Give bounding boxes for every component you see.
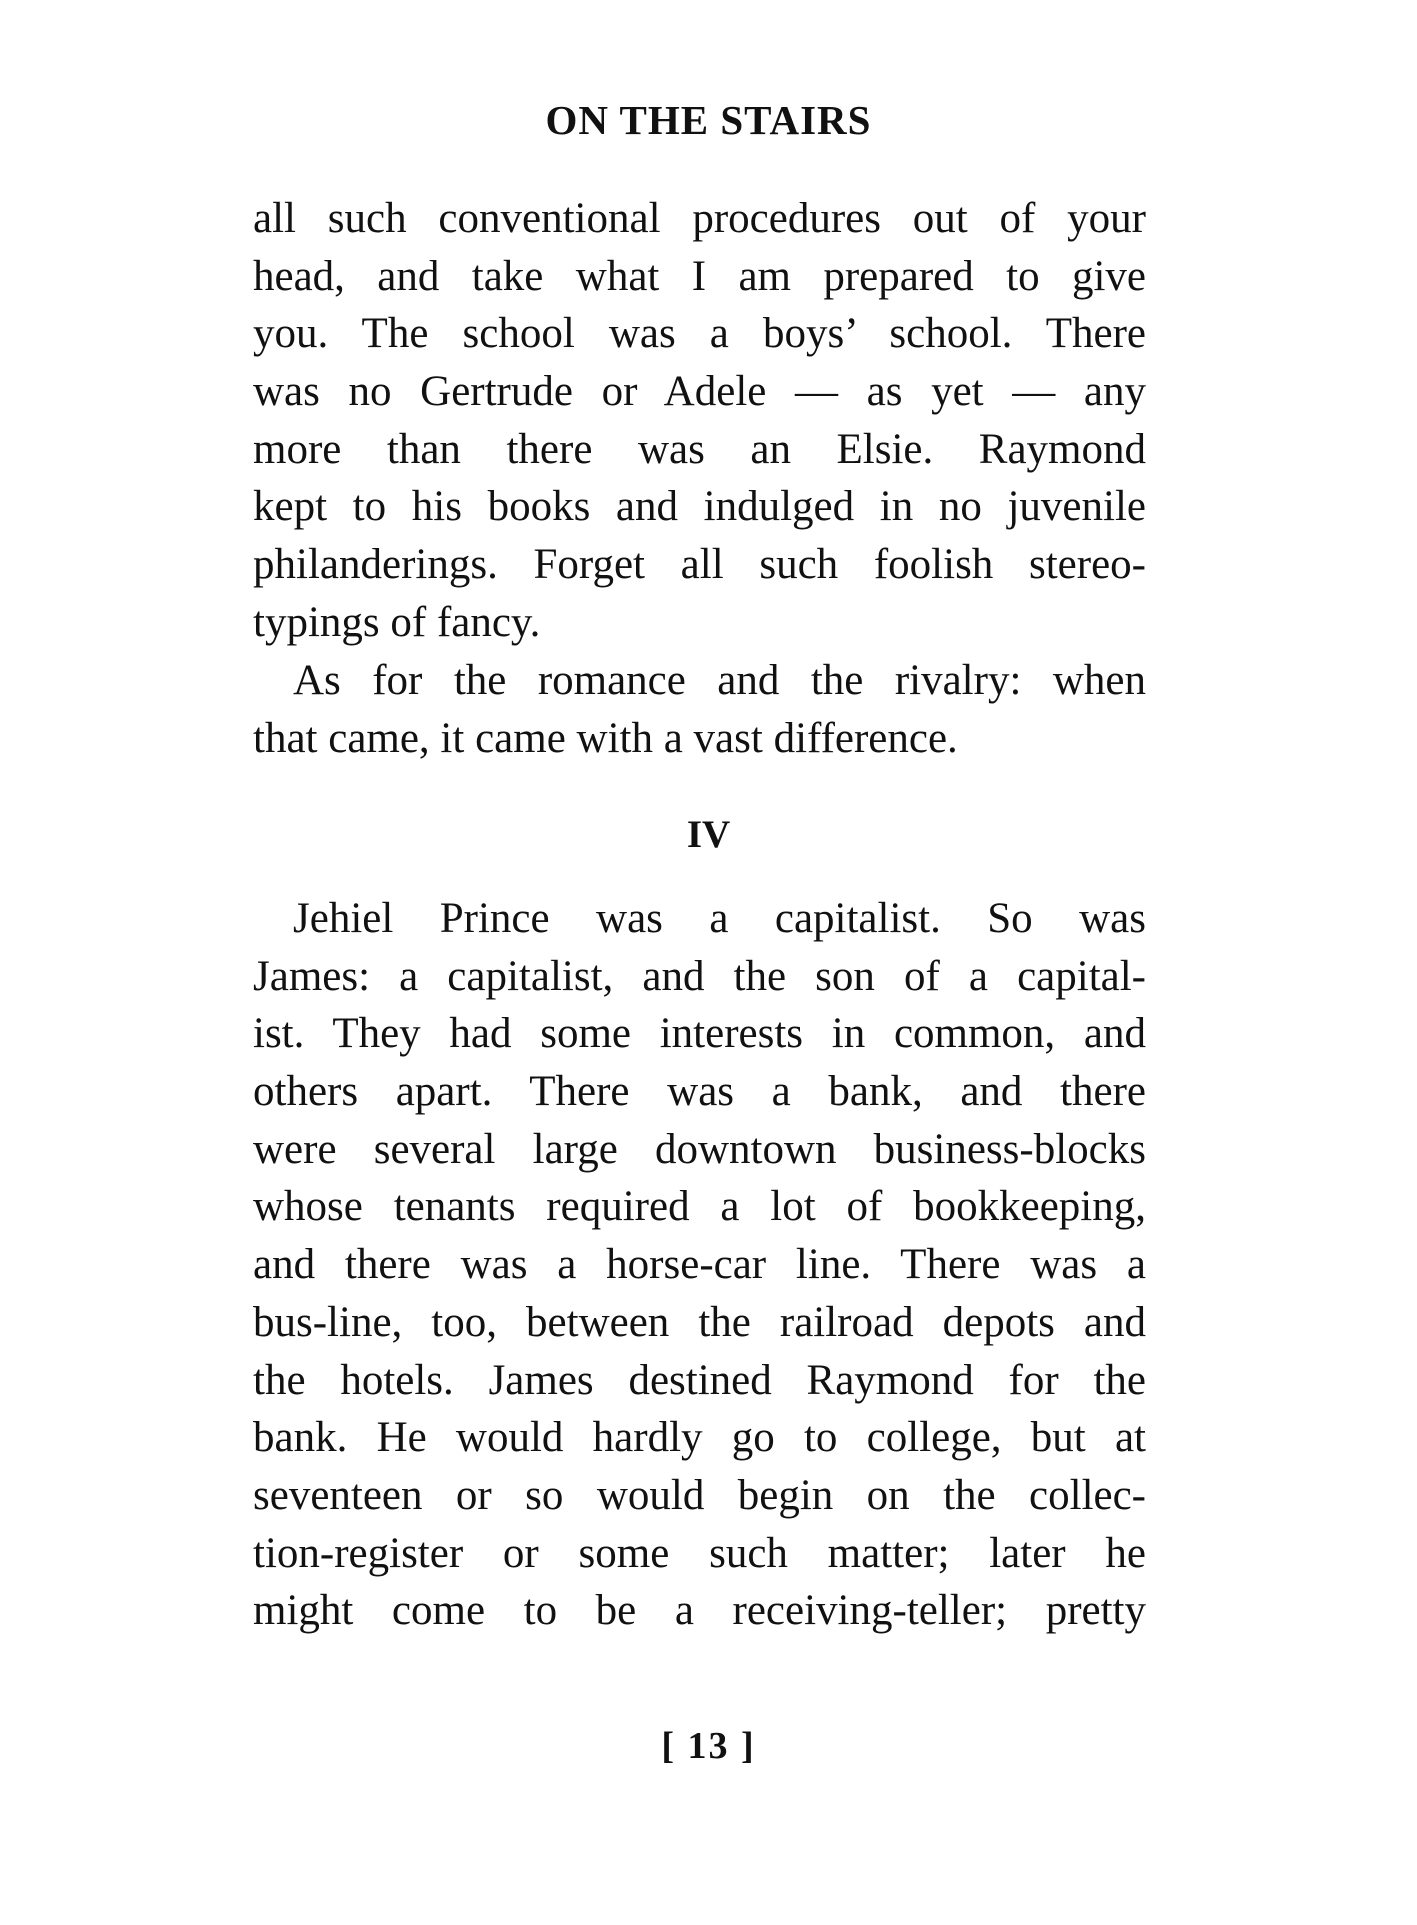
page-number: [ 13 ] [661, 1725, 756, 1767]
text-line: all such conventional procedures out of your [253, 195, 1146, 242]
text-line: whose tenants required a lot of bookkeeping, [253, 1183, 1146, 1231]
text-line: that came, it came with a vast difference. [253, 714, 958, 762]
text-line: you. The school was a boys’ school. There [253, 310, 1146, 358]
text-line: was no Gertrude or Adele — as yet — any [253, 368, 1146, 416]
text-line: bank. He would hardly go to college, but at [253, 1414, 1146, 1462]
text-line: and there was a horse-car line. There was a [253, 1241, 1146, 1289]
text-line: tion-register or some such matter; later he [253, 1529, 1146, 1577]
text-line: the hotels. James destined Raymond for the [253, 1356, 1146, 1404]
text-line: seventeen or so would begin on the collec- [253, 1471, 1146, 1519]
paragraph [253, 890, 1146, 1640]
text-line: James: a capitalist, and the son of a capital- [253, 952, 1146, 1000]
text-line: kept to his books and indulged in no juvenile [253, 483, 1146, 531]
paragraph [253, 652, 1146, 767]
text-line: more than there was an Elsie. Raymond [253, 425, 1146, 473]
section-number: IV [686, 813, 731, 856]
text-line: might come to be a receiving-teller; pretty [253, 1587, 1146, 1635]
text-line: Jehiel Prince was a capitalist. So was [293, 895, 1146, 942]
text-line: As for the romance and the rivalry: when [293, 657, 1146, 704]
text-line: philanderings. Forget all such foolish stereo- [253, 541, 1146, 589]
text-line: ist. They had some interests in common, and [253, 1010, 1146, 1058]
text-line: typings of fancy. [253, 598, 541, 646]
text-line: others apart. There was a bank, and there [253, 1068, 1146, 1116]
paragraph-continued [253, 190, 1146, 652]
text-line: were several large downtown business-blocks [253, 1125, 1146, 1173]
running-head: ON THE STAIRS [545, 97, 872, 143]
text-line: head, and take what I am prepared to give [253, 252, 1146, 300]
text-line: bus-line, too, between the railroad depots and [253, 1298, 1146, 1346]
